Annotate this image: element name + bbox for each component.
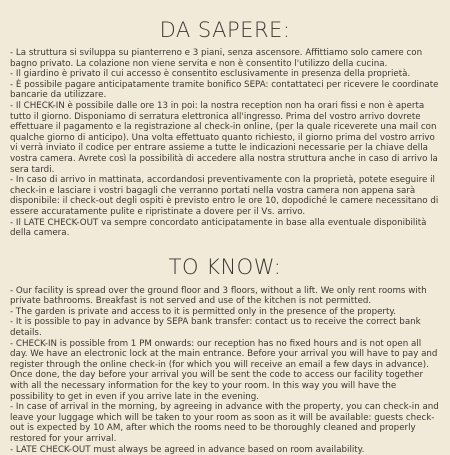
english-paragraph-late-check-out: - LATE CHECK-OUT must always be agreed in advance based on room availability.	[10, 444, 365, 455]
italian-paragraph-garden: - Il giardino è privato il cui accesso è consentito esclusivamente in presenza della proprietà.	[10, 69, 411, 80]
english-section-body	[10, 286, 440, 455]
english-paragraph-garden: - The garden is private and access to it is permitted only in the presence of the property.	[10, 306, 397, 317]
italian-section-body	[10, 48, 440, 239]
italian-paragraph-morning-arrival: - In caso di arrivo in mattinata, accordandosi preventivamente con la proprietà, potete eseguire il check-in e lasciare i vostri bagagli che verranno portati nella vostra camera non appena sarà disponibile: il check-out degli ospiti è previsto entro le ore 10, dopodiché le camere necessitano di essere accuratamente pulite e ripristinate a dovere per il Vs. arrivo.	[10, 175, 439, 217]
italian-section-title: DA SAPERE:	[159, 18, 291, 42]
english-section-title: TO KNOW:	[168, 254, 282, 279]
italian-paragraph-late-check-out: - Il LATE CHECK-OUT va sempre concordato anticipatamente in base alla eventuale disponibilità della camera.	[10, 217, 427, 239]
italian-paragraph-structure: - La struttura si sviluppa su pianterreno e 3 piani, senza ascensore. Affittiamo solo camere con bagno privato. La colazione non viene servita e non è consentito l'utilizzo della cucina.	[10, 48, 423, 69]
english-paragraph-morning-arrival: - In case of arrival in the morning, by agreeing in advance with the property, you can check-in and leave your luggage which will be taken to your room as soon as it will be available: guests check-out is expected by 10 AM, after which the rooms need to be thoroughly cleaned and properly restored for your arrival.	[10, 402, 439, 444]
english-paragraph-check-in: - CHECK-IN is possible from 1 PM onwards: our reception has no fixed hours and is not open all day. We have an electronic lock at the main entrance. Before your arrival you will have to pay and register through the online check-in (for which you will receive an email a few days in advance). Once done, the day before your arrival you will be sent the code to access our facility together with all the necessary information for the key to your room. In this way you will have the possibility to get in even if you arrive late in the evening.	[10, 338, 438, 402]
english-paragraph-structure: - Our facility is spread over the ground floor and 3 floors, without a lift. We only rent rooms with private bathrooms. Breakfast is not served and use of the kitchen is not permitted.	[10, 285, 427, 307]
italian-paragraph-check-in: - Il CHECK-IN è possibile dalle ore 13 in poi: la nostra reception non ha orari fissi e non è aperta tutto il giorno. Disponiamo di serratura elettronica all'ingresso. Prima del vostro arrivo dovrete effettuare il pagamento e la registrazione al check-in online, (per la quale riceverete una mail con qualche giorno di anticipo). Una volta effettuato quanto richiesto, il giorno prima del vostro arrivo vi verrà inviato il codice per entrare assieme a tutte le indicazioni necessarie per la chiave della vostra camera. Avrete così la possibilità di accedere alla nostra struttura anche in caso di arrivo la sera tardi.	[10, 100, 438, 175]
italian-paragraph-payment: - È possibile pagare anticipatamente tramite bonifico SEPA: contattateci per ricevere le coordinate bancarie da utilizzare.	[10, 79, 439, 101]
english-paragraph-payment: - It is possible to pay in advance by SEPA bank transfer: contact us to receive the correct bank details.	[10, 317, 421, 339]
